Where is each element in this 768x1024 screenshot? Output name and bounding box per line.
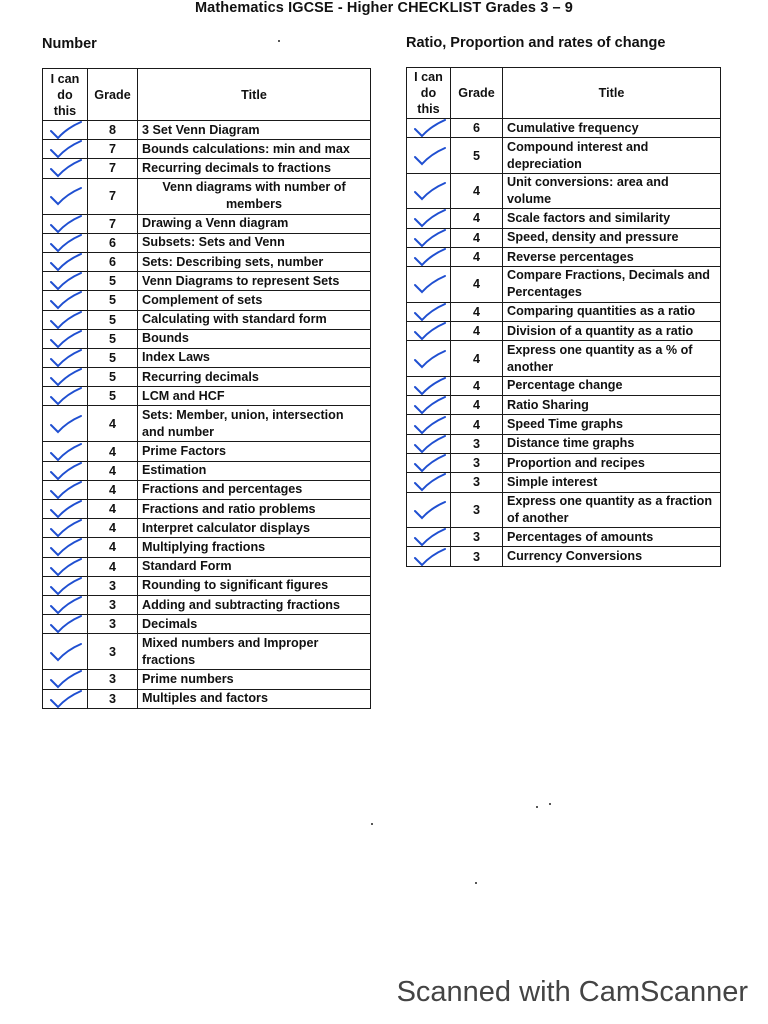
topic-title-cell: Multiplying fractions	[138, 538, 371, 557]
check-mark-icon	[413, 500, 447, 520]
check-mark-icon	[49, 500, 83, 519]
checkbox-cell[interactable]	[407, 473, 451, 492]
grade-cell: 5	[88, 272, 138, 291]
table-row	[407, 415, 721, 434]
table-row	[43, 140, 371, 159]
check-mark-icon	[49, 414, 83, 434]
table-row	[43, 670, 371, 689]
table-row	[407, 396, 721, 415]
grade-cell: 4	[451, 247, 503, 266]
checkbox-cell[interactable]	[43, 480, 88, 499]
checkbox-cell[interactable]	[43, 272, 88, 291]
check-mark-icon	[49, 329, 83, 348]
table-row	[43, 500, 371, 519]
check-mark-icon	[413, 528, 447, 547]
check-mark-icon	[49, 538, 83, 557]
grade-cell: 5	[88, 368, 138, 387]
topic-title-cell: Venn diagrams with number of members	[138, 178, 371, 214]
checkbox-cell[interactable]	[43, 689, 88, 708]
scan-speck	[371, 823, 373, 825]
topic-title-cell: Recurring decimals	[138, 368, 371, 387]
table-row	[407, 302, 721, 321]
grade-cell: 3	[88, 670, 138, 689]
check-mark-icon	[49, 272, 83, 291]
check-mark-icon	[49, 670, 83, 689]
table-row	[43, 368, 371, 387]
table-row	[43, 291, 371, 310]
table-row	[43, 461, 371, 480]
check-mark-icon	[413, 396, 447, 415]
table-row	[43, 252, 371, 271]
topic-title-cell: Calculating with standard form	[138, 310, 371, 329]
grade-cell: 6	[88, 233, 138, 252]
grade-cell: 5	[88, 329, 138, 348]
checkbox-cell[interactable]	[43, 214, 88, 233]
check-mark-icon	[49, 642, 83, 662]
check-mark-icon	[49, 689, 83, 708]
table-row	[43, 595, 371, 614]
grade-cell: 7	[88, 159, 138, 178]
table-row	[407, 173, 721, 209]
check-mark-icon	[49, 368, 83, 387]
checkbox-cell[interactable]	[43, 634, 88, 670]
grade-cell: 4	[88, 461, 138, 480]
grade-cell: 3	[88, 634, 138, 670]
number-checklist-table	[42, 68, 371, 709]
topic-title-cell: Complement of sets	[138, 291, 371, 310]
topic-title-cell: Express one quantity as a % of another	[503, 341, 721, 377]
check-mark-icon	[49, 159, 83, 178]
table-row	[43, 519, 371, 538]
table-row	[43, 348, 371, 367]
checkbox-cell[interactable]	[43, 557, 88, 576]
checkbox-cell[interactable]	[407, 209, 451, 228]
checkbox-cell[interactable]	[407, 453, 451, 472]
checkbox-cell[interactable]	[407, 267, 451, 303]
check-mark-icon	[413, 302, 447, 321]
table-row	[407, 138, 721, 174]
checkbox-cell[interactable]	[407, 547, 451, 566]
grade-cell: 8	[88, 121, 138, 140]
grade-cell: 4	[88, 406, 138, 442]
check-mark-icon	[49, 615, 83, 634]
checkbox-cell[interactable]	[43, 595, 88, 614]
topic-title-cell: Interpret calculator displays	[138, 519, 371, 538]
check-mark-icon	[413, 453, 447, 472]
grade-cell: 5	[88, 348, 138, 367]
checkbox-cell[interactable]	[407, 138, 451, 174]
table-row	[43, 576, 371, 595]
check-mark-icon	[413, 209, 447, 228]
table-row	[43, 480, 371, 499]
check-mark-icon	[49, 310, 83, 329]
checkbox-cell[interactable]	[43, 310, 88, 329]
table-row	[43, 615, 371, 634]
table-row	[43, 233, 371, 252]
grade-cell: 5	[88, 310, 138, 329]
topic-title-cell: Drawing a Venn diagram	[138, 214, 371, 233]
grade-cell: 5	[88, 387, 138, 406]
checkbox-cell[interactable]	[407, 228, 451, 247]
grade-cell: 3	[451, 492, 503, 528]
checkbox-cell[interactable]	[407, 528, 451, 547]
table-row	[407, 547, 721, 566]
topic-title-cell: Venn Diagrams to represent Sets	[138, 272, 371, 291]
check-mark-icon	[49, 252, 83, 271]
grade-cell: 4	[88, 557, 138, 576]
topic-title-cell: Bounds calculations: min and max	[138, 140, 371, 159]
topic-title-cell: Currency Conversions	[503, 547, 721, 566]
checkbox-cell[interactable]	[407, 173, 451, 209]
grade-cell: 6	[451, 119, 503, 138]
topic-title-cell: LCM and HCF	[138, 387, 371, 406]
topic-title-cell: Distance time graphs	[503, 434, 721, 453]
topic-title-cell: Bounds	[138, 329, 371, 348]
table-row	[407, 528, 721, 547]
table-row	[43, 159, 371, 178]
grade-cell: 4	[451, 173, 503, 209]
check-mark-icon	[49, 461, 83, 480]
grade-cell: 4	[88, 442, 138, 461]
check-mark-icon	[49, 233, 83, 252]
topic-title-cell: Multiples and factors	[138, 689, 371, 708]
topic-title-cell: Simple interest	[503, 473, 721, 492]
grade-cell: 4	[451, 415, 503, 434]
table-row	[407, 376, 721, 395]
table-row	[43, 689, 371, 708]
check-mark-icon	[49, 576, 83, 595]
grade-cell: 3	[451, 453, 503, 472]
checkbox-cell[interactable]	[407, 247, 451, 266]
checkbox-cell[interactable]	[43, 252, 88, 271]
check-mark-icon	[413, 247, 447, 266]
topic-title-cell: Percentage change	[503, 376, 721, 395]
checkbox-cell[interactable]	[43, 121, 88, 140]
header-title: Title	[503, 68, 721, 119]
header-check: I can do this	[407, 68, 451, 119]
checkbox-cell[interactable]	[43, 615, 88, 634]
table-row	[43, 442, 371, 461]
topic-title-cell: Fractions and percentages	[138, 480, 371, 499]
topic-title-cell: Prime Factors	[138, 442, 371, 461]
checkbox-cell[interactable]	[43, 368, 88, 387]
ratio-checklist-table	[406, 67, 721, 567]
table-row	[407, 321, 721, 340]
scan-speck	[278, 40, 280, 42]
table-row	[43, 178, 371, 214]
grade-cell: 3	[451, 473, 503, 492]
topic-title-cell: 3 Set Venn Diagram	[138, 121, 371, 140]
check-mark-icon	[49, 140, 83, 159]
checkbox-cell[interactable]	[407, 321, 451, 340]
table-row	[43, 121, 371, 140]
checkbox-cell[interactable]	[407, 119, 451, 138]
table-row	[43, 310, 371, 329]
topic-title-cell: Prime numbers	[138, 670, 371, 689]
topic-title-cell: Sets: Describing sets, number	[138, 252, 371, 271]
header-title: Title	[138, 69, 371, 121]
scan-speck	[536, 806, 538, 808]
check-mark-icon	[49, 442, 83, 461]
grade-cell: 3	[451, 547, 503, 566]
check-mark-icon	[49, 186, 83, 206]
checkbox-cell[interactable]	[43, 500, 88, 519]
checkbox-cell[interactable]	[43, 233, 88, 252]
table-row	[407, 119, 721, 138]
grade-cell: 5	[451, 138, 503, 174]
grade-cell: 7	[88, 214, 138, 233]
grade-cell: 4	[451, 209, 503, 228]
grade-cell: 4	[88, 538, 138, 557]
checkbox-cell[interactable]	[43, 159, 88, 178]
grade-cell: 7	[88, 178, 138, 214]
checkbox-cell[interactable]	[407, 415, 451, 434]
check-mark-icon	[49, 291, 83, 310]
topic-title-cell: Mixed numbers and Improper fractions	[138, 634, 371, 670]
checkbox-cell[interactable]	[43, 406, 88, 442]
topic-title-cell: Speed Time graphs	[503, 415, 721, 434]
grade-cell: 3	[451, 434, 503, 453]
check-mark-icon	[413, 119, 447, 138]
check-mark-icon	[413, 547, 447, 566]
header-check: I can do this	[43, 69, 88, 121]
table-row	[407, 247, 721, 266]
checkbox-cell[interactable]	[43, 442, 88, 461]
check-mark-icon	[413, 473, 447, 492]
checkbox-cell[interactable]	[43, 178, 88, 214]
topic-title-cell: Scale factors and similarity	[503, 209, 721, 228]
topic-title-cell: Speed, density and pressure	[503, 228, 721, 247]
table-row	[43, 387, 371, 406]
checkbox-cell[interactable]	[43, 387, 88, 406]
table-row	[407, 434, 721, 453]
table-row	[407, 492, 721, 528]
check-mark-icon	[49, 348, 83, 367]
table-row	[407, 341, 721, 377]
topic-title-cell: Ratio Sharing	[503, 396, 721, 415]
topic-title-cell: Percentages of amounts	[503, 528, 721, 547]
table-header-row	[407, 68, 721, 119]
grade-cell: 4	[451, 341, 503, 377]
grade-cell: 3	[88, 595, 138, 614]
checkbox-cell[interactable]	[43, 348, 88, 367]
table-row	[407, 228, 721, 247]
checkbox-cell[interactable]	[43, 461, 88, 480]
check-mark-icon	[49, 519, 83, 538]
table-row	[407, 453, 721, 472]
grade-cell: 3	[88, 615, 138, 634]
check-mark-icon	[413, 274, 447, 294]
grade-cell: 6	[88, 252, 138, 271]
grade-cell: 4	[88, 500, 138, 519]
check-mark-icon	[413, 415, 447, 434]
check-mark-icon	[413, 349, 447, 369]
topic-title-cell: Compare Fractions, Decimals and Percentages	[503, 267, 721, 303]
table-row	[43, 272, 371, 291]
grade-cell: 4	[88, 519, 138, 538]
check-mark-icon	[413, 228, 447, 247]
check-mark-icon	[49, 595, 83, 614]
table-row	[407, 473, 721, 492]
grade-cell: 4	[88, 480, 138, 499]
page-title: Mathematics IGCSE - Higher CHECKLIST Grades 3 – 9	[195, 0, 573, 16]
topic-title-cell: Unit conversions: area and volume	[503, 173, 721, 209]
check-mark-icon	[49, 480, 83, 499]
topic-title-cell: Cumulative frequency	[503, 119, 721, 138]
check-mark-icon	[413, 434, 447, 453]
topic-title-cell: Recurring decimals to fractions	[138, 159, 371, 178]
check-mark-icon	[413, 321, 447, 340]
grade-cell: 7	[88, 140, 138, 159]
check-mark-icon	[49, 387, 83, 406]
checkbox-cell[interactable]	[43, 519, 88, 538]
topic-title-cell: Compound interest and depreciation	[503, 138, 721, 174]
checkbox-cell[interactable]	[407, 492, 451, 528]
checkbox-cell[interactable]	[43, 329, 88, 348]
topic-title-cell: Decimals	[138, 615, 371, 634]
checkbox-cell[interactable]	[407, 396, 451, 415]
scan-speck	[549, 803, 551, 805]
topic-title-cell: Sets: Member, union, intersection and number	[138, 406, 371, 442]
table-row	[407, 209, 721, 228]
topic-title-cell: Reverse percentages	[503, 247, 721, 266]
ratio-section-title: Ratio, Proportion and rates of change	[406, 35, 666, 51]
topic-title-cell: Estimation	[138, 461, 371, 480]
grade-cell: 5	[88, 291, 138, 310]
check-mark-icon	[413, 146, 447, 166]
check-mark-icon	[413, 181, 447, 201]
checkbox-cell[interactable]	[43, 140, 88, 159]
checkbox-cell[interactable]	[407, 376, 451, 395]
checkbox-cell[interactable]	[407, 341, 451, 377]
checkbox-cell[interactable]	[407, 302, 451, 321]
grade-cell: 4	[451, 396, 503, 415]
topic-title-cell: Express one quantity as a fraction of another	[503, 492, 721, 528]
check-mark-icon	[49, 121, 83, 140]
checkbox-cell[interactable]	[407, 434, 451, 453]
checkbox-cell[interactable]	[43, 670, 88, 689]
check-mark-icon	[49, 557, 83, 576]
check-mark-icon	[49, 214, 83, 233]
topic-title-cell: Rounding to significant figures	[138, 576, 371, 595]
topic-title-cell: Division of a quantity as a ratio	[503, 321, 721, 340]
topic-title-cell: Standard Form	[138, 557, 371, 576]
grade-cell: 4	[451, 376, 503, 395]
table-header-row	[43, 69, 371, 121]
number-section-title: Number	[42, 36, 97, 52]
table-row	[43, 406, 371, 442]
table-row	[43, 634, 371, 670]
table-row	[43, 214, 371, 233]
table-row	[407, 267, 721, 303]
header-grade: Grade	[451, 68, 503, 119]
topic-title-cell: Index Laws	[138, 348, 371, 367]
grade-cell: 3	[88, 576, 138, 595]
header-grade: Grade	[88, 69, 138, 121]
scan-speck	[475, 882, 477, 884]
topic-title-cell: Proportion and recipes	[503, 453, 721, 472]
grade-cell: 3	[88, 689, 138, 708]
checkbox-cell[interactable]	[43, 538, 88, 557]
grade-cell: 4	[451, 267, 503, 303]
grade-cell: 4	[451, 302, 503, 321]
checkbox-cell[interactable]	[43, 291, 88, 310]
camscanner-footer: Scanned with CamScanner	[396, 976, 748, 1008]
grade-cell: 4	[451, 228, 503, 247]
topic-title-cell: Adding and subtracting fractions	[138, 595, 371, 614]
table-row	[43, 557, 371, 576]
table-row	[43, 538, 371, 557]
grade-cell: 3	[451, 528, 503, 547]
checkbox-cell[interactable]	[43, 576, 88, 595]
check-mark-icon	[413, 376, 447, 395]
grade-cell: 4	[451, 321, 503, 340]
table-row	[43, 329, 371, 348]
topic-title-cell: Comparing quantities as a ratio	[503, 302, 721, 321]
topic-title-cell: Fractions and ratio problems	[138, 500, 371, 519]
topic-title-cell: Subsets: Sets and Venn	[138, 233, 371, 252]
